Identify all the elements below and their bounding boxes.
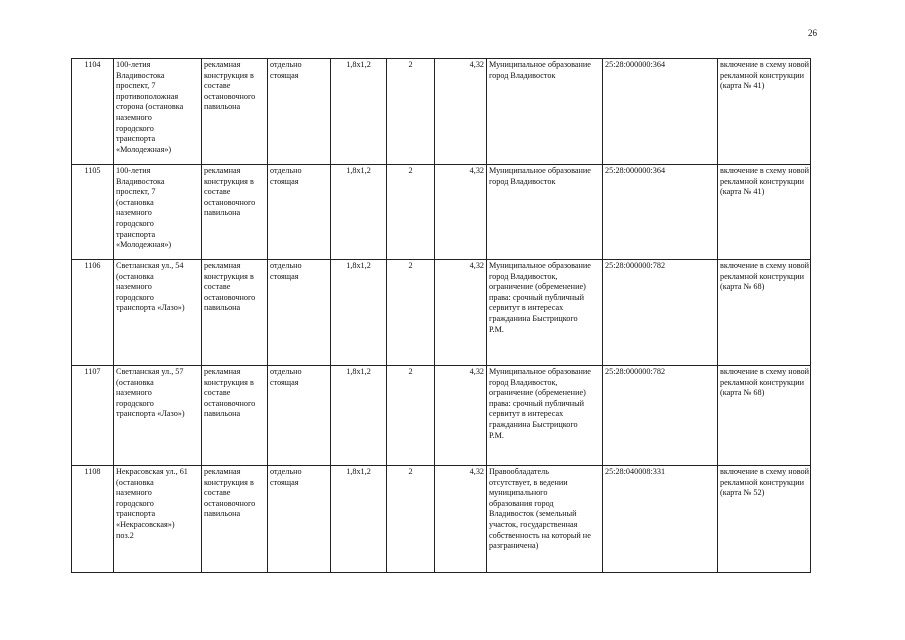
registry-rows	[72, 59, 811, 573]
cell-address-line: транспорта	[116, 134, 156, 144]
cell-area: 4,32	[435, 366, 487, 466]
cell-construction-type	[202, 366, 268, 466]
cell-number: 1105	[72, 165, 114, 260]
table-row	[72, 466, 811, 573]
cell-address-line: (остановка	[116, 477, 154, 487]
cell-address-line: городского	[116, 292, 154, 302]
cell-note-line: (карта № 68)	[720, 388, 765, 398]
cell-address	[114, 466, 202, 573]
cell-construction-type-line: составе	[204, 282, 231, 292]
cell-address-line: транспорта «Лазо»)	[116, 409, 185, 419]
cell-address-line: наземного	[116, 112, 152, 122]
cell-owner-line: город Владивосток	[489, 176, 556, 186]
cell-note-line: рекламной конструкции	[720, 477, 805, 487]
cell-construction-type-line: составе	[204, 488, 231, 498]
cell-construction-type-line: рекламная	[204, 467, 241, 476]
cell-address-line: транспорта	[116, 509, 156, 519]
cell-owner	[487, 366, 603, 466]
cell-construction-type-line: павильона	[204, 509, 241, 519]
cell-construction-type-line: рекламная	[204, 60, 241, 69]
cell-cadastral-number: 25:28:000000:782	[603, 260, 718, 366]
cell-cadastral-number: 25:28:000000:364	[603, 165, 718, 260]
cell-construction-type-line: остановочного	[204, 292, 256, 302]
cell-address-line: транспорта «Лазо»)	[116, 303, 185, 313]
cell-owner-line: разграничена)	[489, 541, 539, 551]
cell-address-line: противоположная	[116, 91, 179, 101]
cell-owner-line: Муниципальное образование	[489, 261, 591, 270]
cell-number: 1108	[72, 466, 114, 573]
cell-address-line: 100-летия	[116, 166, 151, 175]
cell-construction-type	[202, 260, 268, 366]
cell-sides: 2	[387, 260, 435, 366]
cell-address-line: наземного	[116, 282, 152, 292]
cell-note-line: рекламной конструкции	[720, 377, 805, 387]
cell-address-line: Светланская ул., 54	[116, 261, 184, 270]
cell-construction-type-line: остановочного	[204, 91, 256, 101]
cell-placement-line: отдельно	[270, 467, 302, 476]
cell-owner-line: город Владивосток,	[489, 271, 558, 281]
cell-note	[718, 366, 811, 466]
cell-construction-type-line: составе	[204, 81, 231, 91]
cell-address	[114, 366, 202, 466]
cell-owner	[487, 165, 603, 260]
cell-placement	[268, 466, 331, 573]
cell-address-line: городского	[116, 398, 154, 408]
cell-sides: 2	[387, 366, 435, 466]
registry-table	[71, 58, 811, 573]
cell-owner-line: участок, государственная	[489, 519, 578, 529]
cell-construction-type-line: рекламная	[204, 261, 241, 270]
table-row	[72, 260, 811, 366]
cell-construction-type-line: составе	[204, 187, 231, 197]
cell-owner-line: права: срочный публичный	[489, 398, 585, 408]
cell-owner-line: гражданина Быстрицкого	[489, 313, 578, 323]
cell-placement-line: отдельно	[270, 60, 302, 69]
cell-construction-type-line: павильона	[204, 409, 241, 419]
cell-owner-line: права: срочный публичный	[489, 292, 585, 302]
cell-sides: 2	[387, 165, 435, 260]
cell-owner-line: город Владивосток	[489, 70, 556, 80]
cell-placement-line: отдельно	[270, 261, 302, 270]
cell-construction-type	[202, 165, 268, 260]
cell-owner-line: Муниципальное образование	[489, 60, 591, 69]
cell-placement-line: стоящая	[270, 70, 299, 80]
cell-owner-line: Муниципальное образование	[489, 166, 591, 175]
cell-note-line: включение в схему новой	[720, 367, 809, 376]
cell-owner-line: Р.М.	[489, 430, 504, 440]
cell-note-line: включение в схему новой	[720, 261, 809, 270]
cell-construction-type	[202, 466, 268, 573]
cell-size: 1,8x1,2	[331, 260, 387, 366]
cell-note	[718, 466, 811, 573]
cell-address-line: наземного	[116, 488, 152, 498]
cell-owner	[487, 260, 603, 366]
cell-placement	[268, 59, 331, 165]
cell-construction-type-line: конструкция в	[204, 377, 254, 387]
cell-owner-line: муниципального	[489, 488, 548, 498]
cell-address-line: поз.2	[116, 530, 134, 540]
cell-address-line: наземного	[116, 388, 152, 398]
cell-address-line: Некрасовская ул., 61	[116, 467, 188, 476]
cell-size: 1,8x1,2	[331, 59, 387, 165]
cell-construction-type	[202, 59, 268, 165]
cell-number: 1104	[72, 59, 114, 165]
cell-placement	[268, 366, 331, 466]
cell-area: 4,32	[435, 59, 487, 165]
cell-construction-type-line: составе	[204, 388, 231, 398]
cell-note-line: (карта № 41)	[720, 187, 765, 197]
cell-address	[114, 59, 202, 165]
cell-owner-line: гражданина Быстрицкого	[489, 419, 578, 429]
cell-owner-line: Муниципальное образование	[489, 367, 591, 376]
cell-size: 1,8x1,2	[331, 366, 387, 466]
cell-address-line: (остановка	[116, 197, 154, 207]
cell-placement-line: отдельно	[270, 367, 302, 376]
cell-address-line: городского	[116, 123, 154, 133]
cell-address-line: «Молодежная»)	[116, 144, 172, 154]
cell-area: 4,32	[435, 466, 487, 573]
cell-construction-type-line: павильона	[204, 102, 241, 112]
cell-cadastral-number: 25:28:000000:782	[603, 366, 718, 466]
cell-placement-line: стоящая	[270, 271, 299, 281]
cell-placement-line: стоящая	[270, 477, 299, 487]
cell-construction-type-line: конструкция в	[204, 176, 254, 186]
cell-size: 1,8x1,2	[331, 466, 387, 573]
cell-owner-line: Р.М.	[489, 324, 504, 334]
cell-address-line: проспект, 7	[116, 187, 156, 197]
cell-sides: 2	[387, 59, 435, 165]
cell-construction-type-line: остановочного	[204, 498, 256, 508]
cell-construction-type-line: павильона	[204, 208, 241, 218]
cell-note-line: (карта № 68)	[720, 282, 765, 292]
cell-placement-line: стоящая	[270, 377, 299, 387]
cell-construction-type-line: рекламная	[204, 166, 241, 175]
cell-note	[718, 260, 811, 366]
cell-owner-line: образования город	[489, 498, 554, 508]
cell-owner-line: собственность на который не	[489, 530, 591, 540]
cell-note-line: рекламной конструкции	[720, 271, 805, 281]
cell-address-line: городского	[116, 498, 154, 508]
cell-note-line: включение в схему новой	[720, 60, 809, 69]
cell-placement	[268, 165, 331, 260]
cell-owner-line: Правообладатель	[489, 467, 549, 476]
cell-construction-type-line: конструкция в	[204, 70, 254, 80]
cell-construction-type-line: рекламная	[204, 367, 241, 376]
cell-placement-line: отдельно	[270, 166, 302, 175]
table-row	[72, 165, 811, 260]
cell-address-line: (остановка	[116, 271, 154, 281]
cell-owner	[487, 466, 603, 573]
cell-note-line: (карта № 41)	[720, 81, 765, 91]
cell-construction-type-line: остановочного	[204, 398, 256, 408]
cell-address	[114, 165, 202, 260]
cell-area: 4,32	[435, 165, 487, 260]
cell-placement-line: стоящая	[270, 176, 299, 186]
cell-note-line: рекламной конструкции	[720, 70, 805, 80]
cell-construction-type-line: остановочного	[204, 197, 256, 207]
cell-address-line: транспорта	[116, 229, 156, 239]
cell-note	[718, 165, 811, 260]
cell-address-line: городского	[116, 218, 154, 228]
cell-note-line: рекламной конструкции	[720, 176, 805, 186]
cell-cadastral-number: 25:28:040008:331	[603, 466, 718, 573]
cell-address-line: 100-летия	[116, 60, 151, 69]
cell-note-line: включение в схему новой	[720, 467, 809, 476]
cell-number: 1106	[72, 260, 114, 366]
cell-address-line: Владивостока	[116, 70, 165, 80]
table-row	[72, 59, 811, 165]
cell-construction-type-line: павильона	[204, 303, 241, 313]
cell-number: 1107	[72, 366, 114, 466]
table-row	[72, 366, 811, 466]
cell-address-line: «Некрасовская»)	[116, 519, 175, 529]
cell-cadastral-number: 25:28:000000:364	[603, 59, 718, 165]
cell-area: 4,32	[435, 260, 487, 366]
cell-address-line: «Молодежная»)	[116, 240, 172, 250]
cell-owner	[487, 59, 603, 165]
cell-note-line: (карта № 52)	[720, 488, 765, 498]
cell-construction-type-line: конструкция в	[204, 477, 254, 487]
cell-owner-line: ограничение (обременение)	[489, 388, 586, 398]
cell-owner-line: город Владивосток,	[489, 377, 558, 387]
cell-note-line: включение в схему новой	[720, 166, 809, 175]
cell-owner-line: сервитут в интересах	[489, 303, 564, 313]
cell-construction-type-line: конструкция в	[204, 271, 254, 281]
cell-address-line: Светланская ул., 57	[116, 367, 184, 376]
cell-owner-line: ограничение (обременение)	[489, 282, 586, 292]
cell-owner-line: Владивосток (земельный	[489, 509, 577, 519]
cell-address-line: проспект, 7	[116, 81, 156, 91]
cell-owner-line: сервитут в интересах	[489, 409, 564, 419]
cell-address-line: наземного	[116, 208, 152, 218]
cell-address	[114, 260, 202, 366]
cell-size: 1,8x1,2	[331, 165, 387, 260]
cell-address-line: Владивостока	[116, 176, 165, 186]
cell-note	[718, 59, 811, 165]
page-number: 26	[808, 28, 817, 38]
cell-address-line: сторона (остановка	[116, 102, 184, 112]
cell-sides: 2	[387, 466, 435, 573]
cell-owner-line: отсутствует, в ведении	[489, 477, 568, 487]
cell-address-line: (остановка	[116, 377, 154, 387]
cell-placement	[268, 260, 331, 366]
